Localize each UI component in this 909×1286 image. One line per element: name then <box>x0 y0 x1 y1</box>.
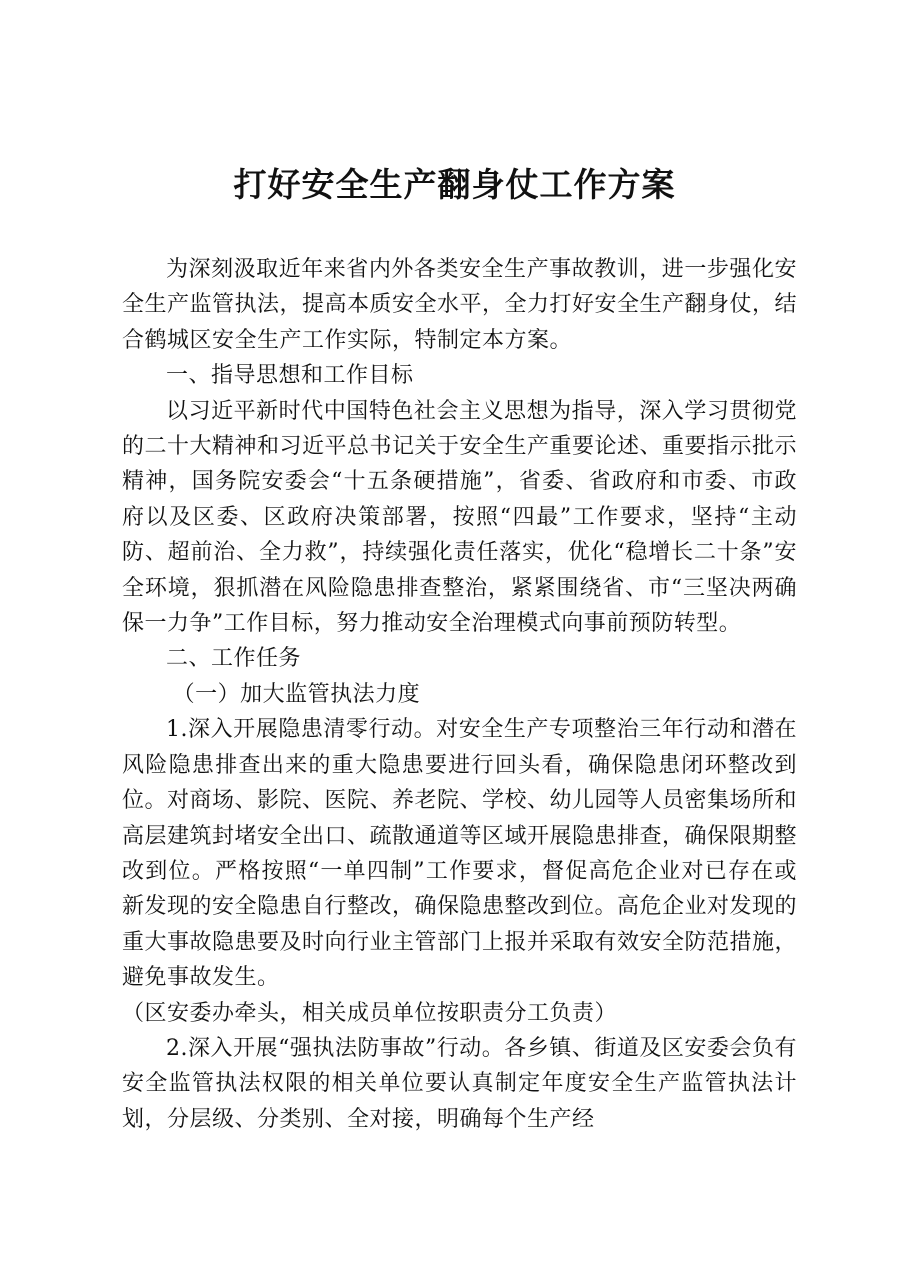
intro-paragraph: 为深刻汲取近年来省内外各类安全生产事故教训，进一步强化安全生产监管执法，提高本质安全水平，全力打好安全生产翻身仗，结合鹤城区安全生产工作实际，特制定本方案。 <box>122 257 798 353</box>
document-body <box>122 252 797 1137</box>
section-heading-1: 一、指导思想和工作目标 <box>166 363 414 389</box>
task-paragraph-1: 1.深入开展隐患清零行动。对安全生产专项整治三年行动和潜在风险隐患排查出来的重大隐患要进行回头看，确保隐患闭环整改到位。对商场、影院、医院、养老院、学校、幼儿园等人员密集场所和高层建筑封堵安全出口、疏散通道等区域开展隐患排查，确保限期整改到位。严格按照“一单四制”工作要求，督促高危企业对已存在或新发现的安全隐患自行整改，确保隐患整改到位。高危企业对发现的重大事故隐患要及时向行业主管部门上报并采取有效安全防范措施，避免事故发生。 <box>122 717 798 991</box>
document-title: 打好安全生产翻身仗工作方案 <box>233 165 676 204</box>
subsection-heading-1: （一）加大监管执法力度 <box>172 681 421 707</box>
task-paragraph-2: 2.深入开展“强执法防事故”行动。各乡镇、街道及区安委会负有安全监管执法权限的相关单位要认真制定年度安全生产监管执法计划，分层级、分类别、全对接，明确每个生产经 <box>122 1035 797 1132</box>
guiding-ideology-paragraph: 以习近平新时代中国特色社会主义思想为指导，深入学习贯彻党的二十大精神和习近平总书记关于安全生产重要论述、重要指示批示精神，国务院安委会“十五条硬措施”，省委、省政府和市委、市政府以及区委、区政府决策部署，按照“四最”工作要求，坚持“主动防、超前治、全力救”，持续强化责任落实，优化“稳增长二十条”安全环境，狠抓潜在风险隐患排查整治，紧紧围绕省、市“三坚决两确保一力争”工作目标，努力推动安全治理模式向事前预防转型。 <box>122 398 798 637</box>
responsibility-note: （区安委办牵头，相关成员单位按职责分工负责） <box>122 1000 618 1026</box>
section-heading-2: 二、工作任务 <box>166 646 302 672</box>
